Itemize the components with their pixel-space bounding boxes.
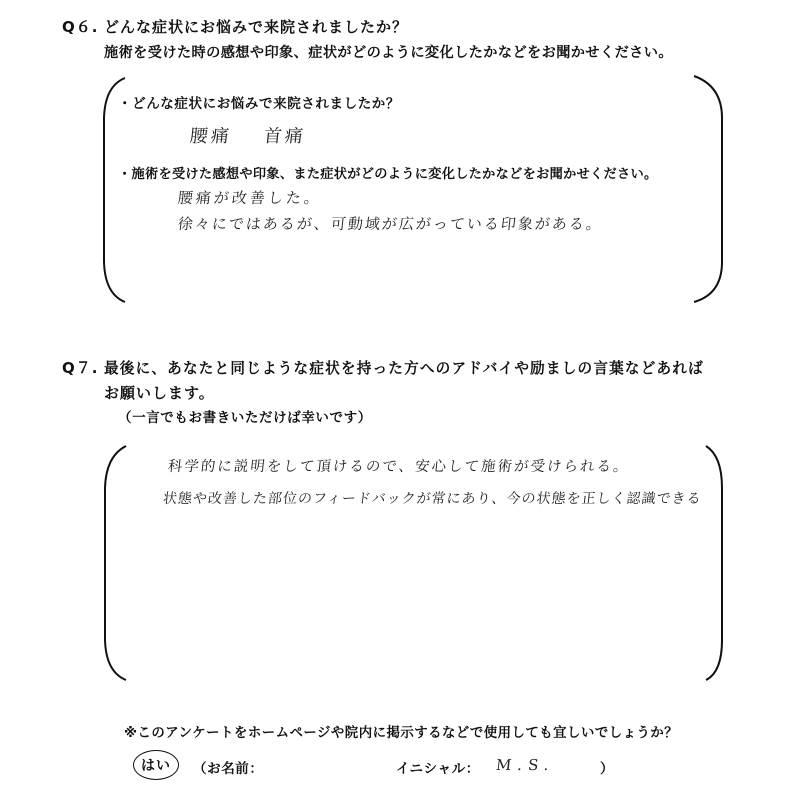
consent-question: ※このアンケートをホームページや院内に掲示するなどで使用しても宜しいでしょうか？ <box>124 726 679 741</box>
close-paren: ） <box>600 761 615 777</box>
q6-box-prompt1: ・どんな症状にお悩みで来院されましたか？ <box>118 96 400 112</box>
initial-label: イニシャル： <box>396 761 480 777</box>
initial-value: M.S. <box>495 756 556 774</box>
q7-question-line2: お願いします。 <box>104 384 215 402</box>
q7-number: Q７. <box>62 359 99 377</box>
q6-answer1-item2: 首痛 <box>262 126 307 147</box>
q7-question-line1: 最後に、あなたと同じような症状を持った方へのアドバイや励ましの言葉などあれば <box>104 360 704 377</box>
q6-answer1-item1: 腰痛 <box>188 126 233 147</box>
consent-yes: はい <box>141 758 171 774</box>
q7-answer-line2: 状態や改善した部位のフィードバックが常にあり、今の状態を正しく認識できる <box>162 491 703 507</box>
q7-question-note: （一言でもお書きいただけば幸いです） <box>118 410 372 426</box>
q7-answer-line1: 科学的に説明をして頂けるので、安心して施術が受けられる。 <box>167 459 631 475</box>
q6-box-prompt2: ・施術を受けた感想や印象、また症状がどのように変化したかなどをお聞かせください。 <box>118 167 658 182</box>
q6-answer2-line1: 腰痛が改善した。 <box>177 189 323 207</box>
q6-number: Q６. <box>62 18 99 36</box>
q6-answer2-line2: 徐々にではあるが、可動域が広がっている印象がある。 <box>177 215 604 233</box>
q6-question-line1: どんな症状にお悩みで来院されましたか？ <box>104 18 409 36</box>
q6-question-line2: 施術を受けた時の感想や印象、症状がどのように変化したかなどをお聞かせください。 <box>104 45 673 61</box>
name-label: （お名前： <box>193 761 264 777</box>
